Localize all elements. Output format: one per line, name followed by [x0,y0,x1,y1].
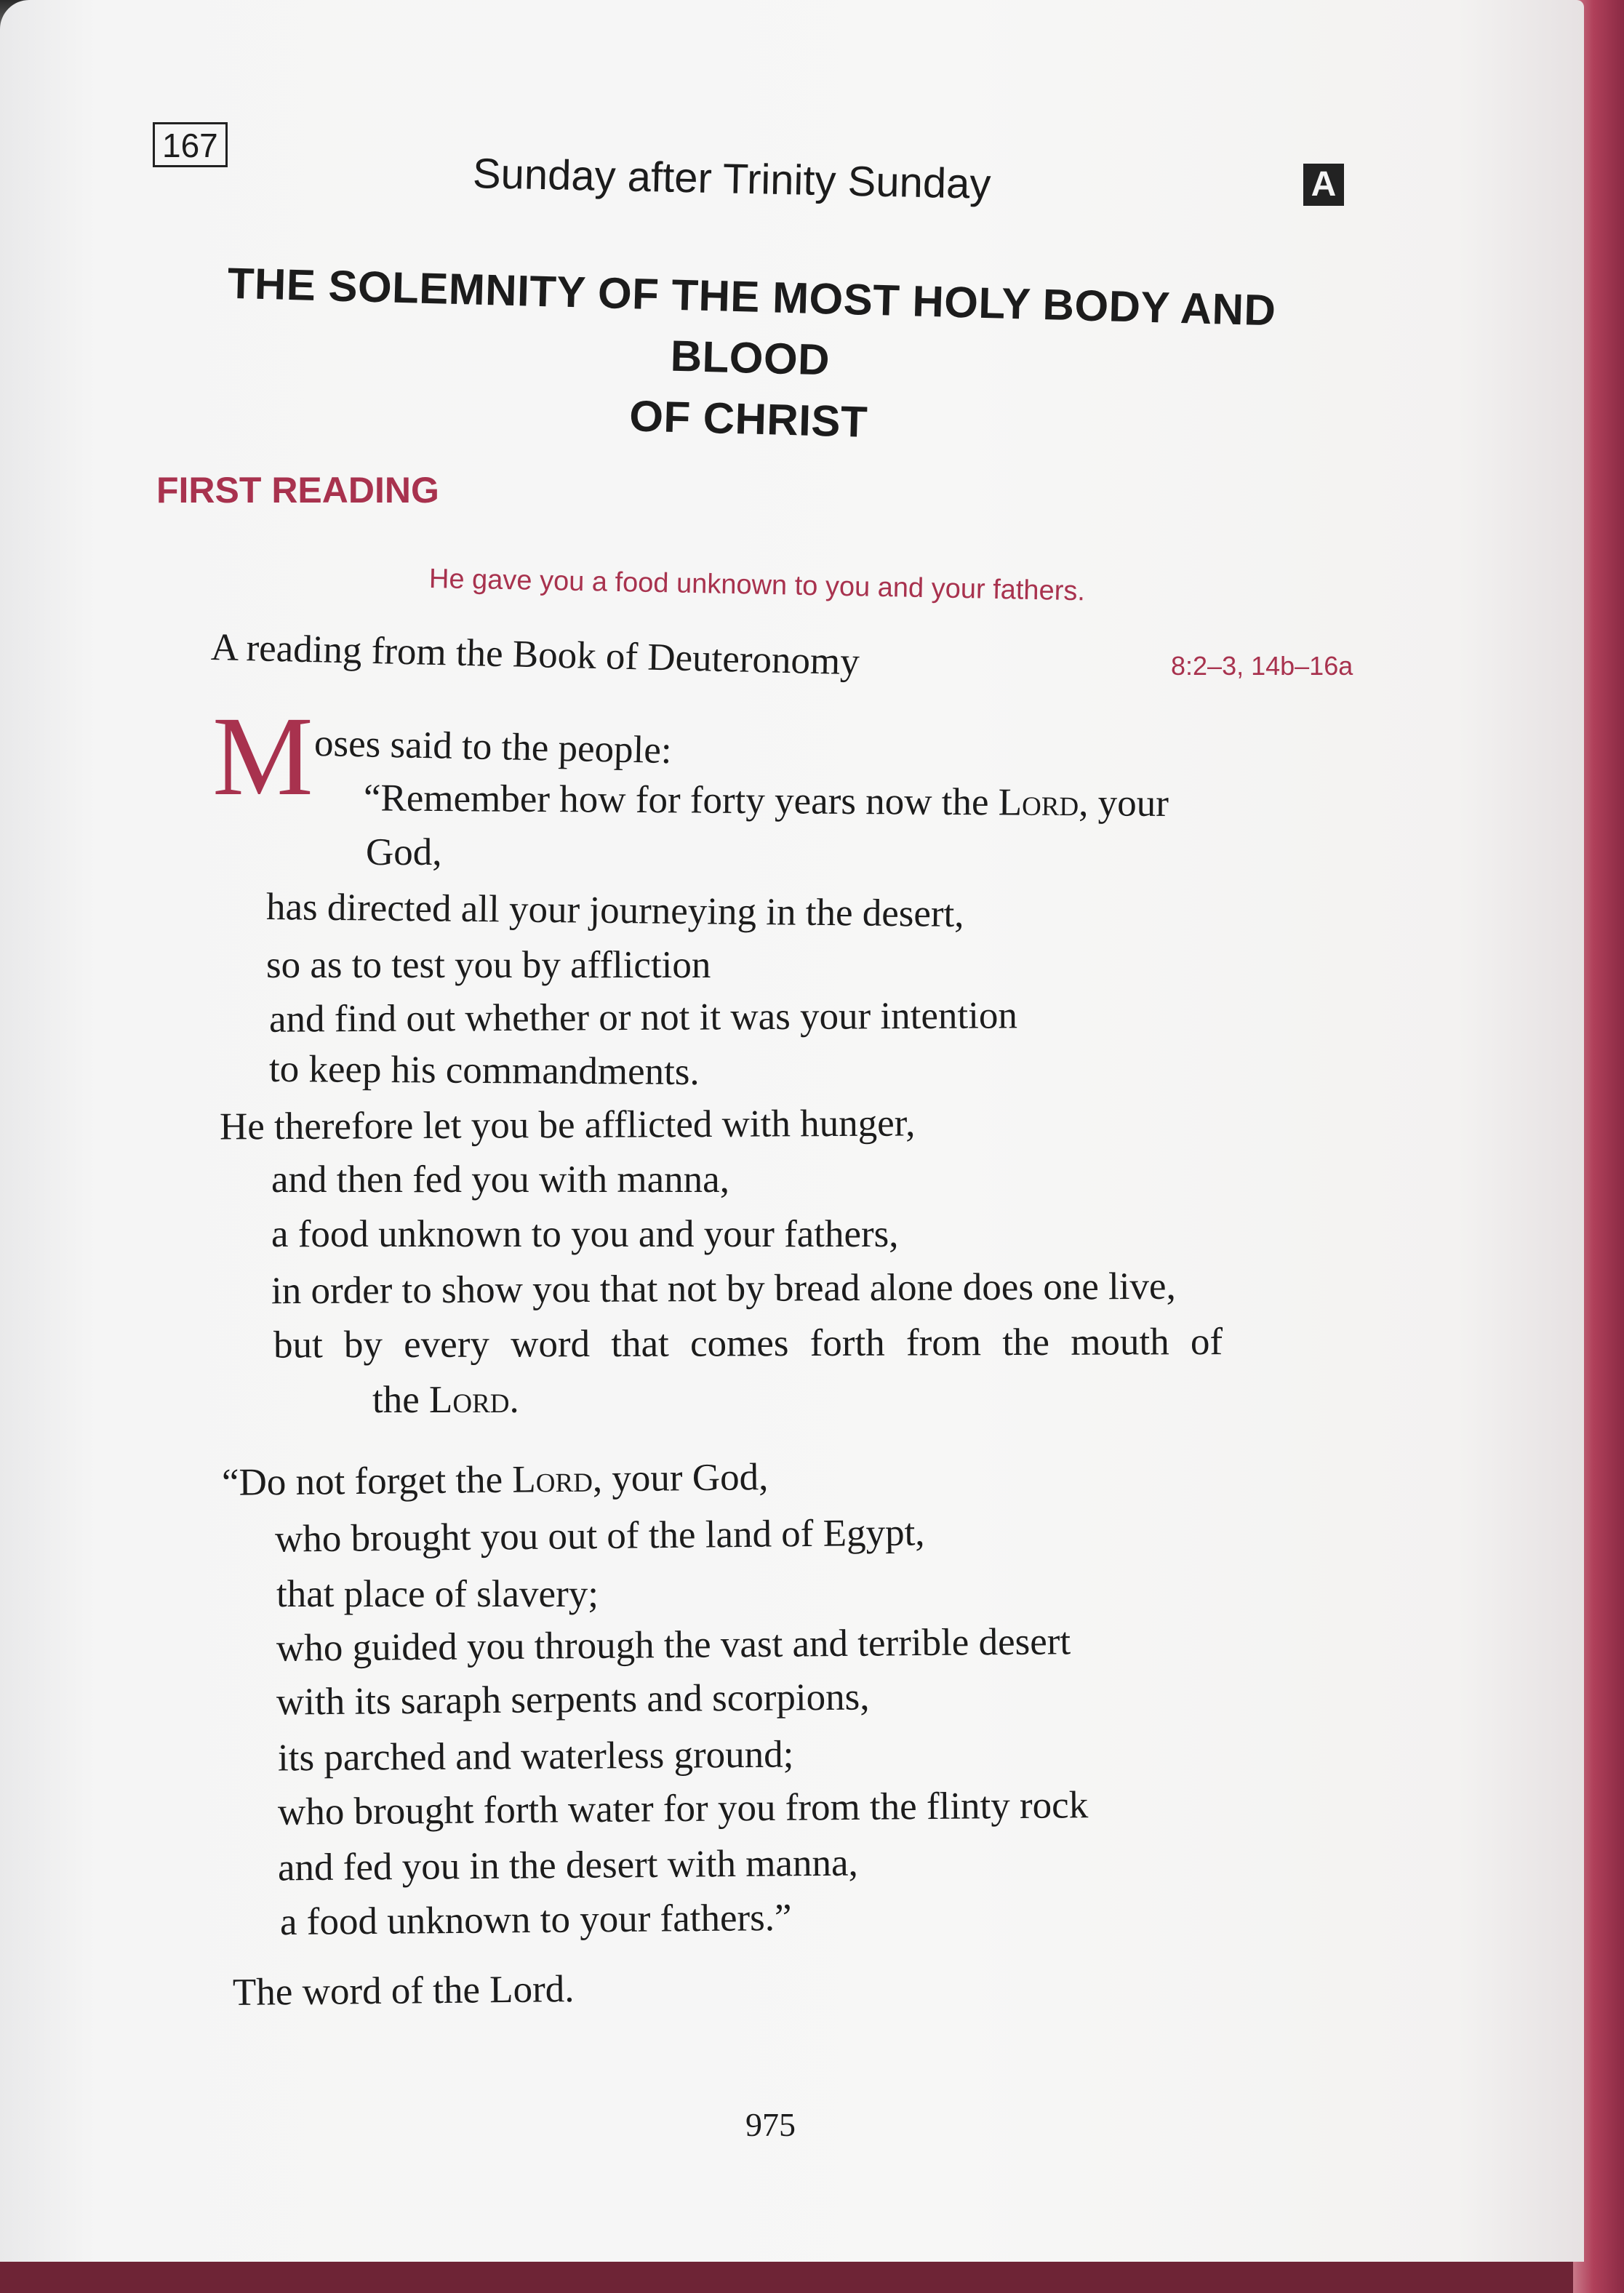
lord-small-caps: Lord [998,781,1079,825]
reading-line: to keep his commandments. [268,1047,700,1094]
reading-line: oses said to the people: [313,721,673,772]
reading-line: but by every word that comes forth from the mouth of [273,1321,1223,1366]
reading-line: God, [366,831,442,873]
reading-line: so as to test you by affliction [266,944,711,986]
reading-line: with its saraph serpents and scorpions, [276,1676,870,1724]
reading-line: its parched and waterless ground; [277,1733,794,1780]
reading-line: has directed all your journeying in the desert, [265,885,964,936]
section-number-box: 167 [153,122,228,167]
reading-line: in order to show you that not by bread alone does one live, [271,1265,1176,1313]
reading-line: a food unknown to you and your fathers, [271,1213,899,1255]
page-number: 975 [745,2106,796,2143]
line-fragment: . [509,1379,519,1421]
reading-line: who brought you out of the land of Egypt, [274,1511,925,1561]
cycle-year-badge: A [1303,164,1344,206]
line-fragment: “Do not forget the [221,1458,503,1504]
reading-line: who brought forth water for you from the flinty rock [277,1784,1089,1833]
reading-line [372,1373,519,1427]
feast-title-line-1: THE SOLEMNITY OF THE MOST HOLY BODY AND BLOOD [227,258,1277,385]
reading-line [222,1450,769,1510]
line-fragment: “Remember how for forty years now the [363,777,989,824]
line-fragment: your [1097,782,1169,825]
reading-theme: He gave you a food unknown to you and your fathers. [428,564,1086,607]
header-title: Sunday after Trinity Sunday [472,150,992,208]
line-fragment: , your God, [592,1456,769,1500]
section-heading: FIRST READING [156,470,439,511]
drop-cap: M [212,693,313,819]
reading-line: that place of slavery; [276,1573,599,1615]
lord-small-caps: Lord [429,1379,510,1421]
reading-intro: A reading from the Book of Deuteronomy [210,626,860,684]
scripture-citation: 8:2–3, 14b–16a [1171,651,1353,681]
reading-line: and fed you in the desert with manna, [277,1841,858,1889]
line-fragment: the [372,1379,420,1421]
reading-line: a food unknown to your fathers.” [279,1896,792,1944]
feast-title-line-2: OF CHRIST [628,391,868,447]
feast-title [148,251,1352,465]
lord-small-caps: Lord [512,1457,593,1501]
reading-line: He therefore let you be afflicted with hunger, [219,1102,916,1148]
closing-acclamation: The word of the Lord. [232,1968,575,2014]
reading-line: and find out whether or not it was your intention [268,994,1018,1041]
reading-line: and then fed you with manna, [271,1158,729,1201]
reading-line: who guided you through the vast and terrible desert [276,1620,1071,1670]
reading-line: “Remember how for forty years now the Lord, your [363,777,1169,825]
